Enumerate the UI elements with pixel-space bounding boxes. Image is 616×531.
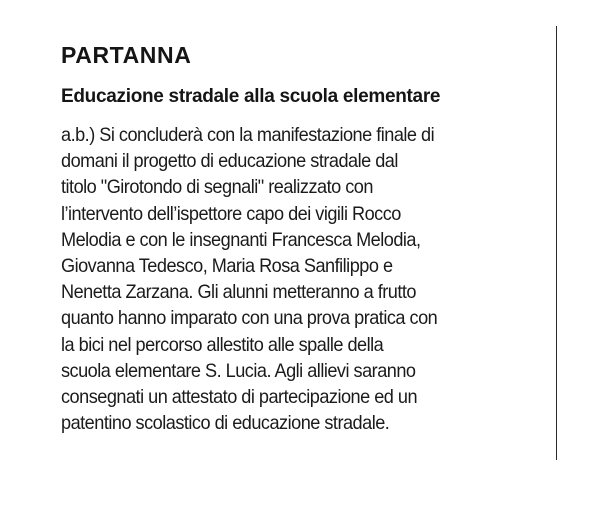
- article-body-line: quanto hanno imparato con una prova pratica con: [61, 307, 438, 330]
- article-body-line: la bici nel percorso allestito alle spalle della: [61, 333, 384, 356]
- article-body-line: patentino scolastico di educazione stradale.: [61, 412, 390, 435]
- article-body-line: titolo "Girotondo di segnali" realizzato con: [61, 176, 373, 199]
- article-body-line: consegnati un attestato di partecipazione ed un: [61, 386, 418, 409]
- article-body-line: domani il progetto di educazione stradale dal: [61, 150, 398, 173]
- article-body-line: a.b.) Si concluderà con la manifestazione finale di: [61, 124, 435, 146]
- article-body-line: Melodia e con le insegnanti Francesca Melodia,: [61, 228, 421, 251]
- article-headline: Educazione stradale alla scuola elementare: [61, 86, 441, 107]
- article-kicker: PARTANNA: [61, 42, 192, 68]
- article-body-line: scuola elementare S. Lucia. Agli allievi saranno: [61, 359, 416, 382]
- article-body-line: Nenetta Zarzana. Gli alunni metteranno a frutto: [61, 281, 416, 304]
- column-divider: [556, 26, 557, 460]
- article-body-line: l’intervento dell’ispettore capo dei vigili Rocco: [61, 202, 401, 225]
- article-body-line: Giovanna Tedesco, Maria Rosa Sanfilippo e: [61, 255, 393, 278]
- article-body: [61, 122, 552, 436]
- news-article: [61, 40, 555, 436]
